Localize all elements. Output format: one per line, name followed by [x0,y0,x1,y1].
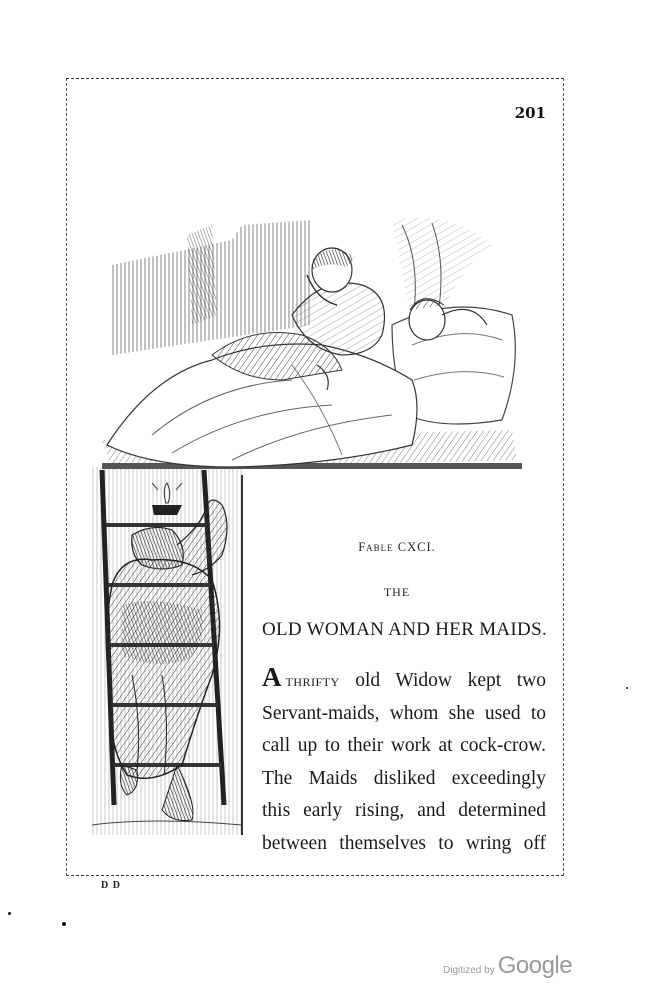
fable-body-text [262,661,546,860]
drop-cap: A [262,662,282,692]
body-line: this early rising, and determined [262,800,546,821]
body-line: The Maids disliked exceedingly [262,767,546,789]
scan-speck [626,687,628,689]
signature-mark: D D [101,880,121,891]
page-number: 201 [514,104,546,122]
first-line-rest: old Widow kept two [339,670,546,691]
first-word: thrifty [285,671,340,690]
body-line: between themselves to wring off [262,832,546,854]
google-logo-text: Google [497,952,573,979]
bed-scene [102,218,522,470]
body-line: call up to their work at cock-crow. [262,735,546,756]
scan-speck [8,912,11,915]
ladder-scene [92,467,242,835]
watermark-prefix: Digitized by [443,965,495,976]
google-watermark [443,952,572,980]
scan-speck [62,922,66,926]
fable-title: OLD WOMAN AND HER MAIDS. [262,619,547,640]
body-line-first [262,661,546,698]
title-article: THE [383,585,411,599]
fable-number: Fable CXCI. [358,540,436,554]
body-line: Servant-maids, whom she used to [262,702,546,724]
